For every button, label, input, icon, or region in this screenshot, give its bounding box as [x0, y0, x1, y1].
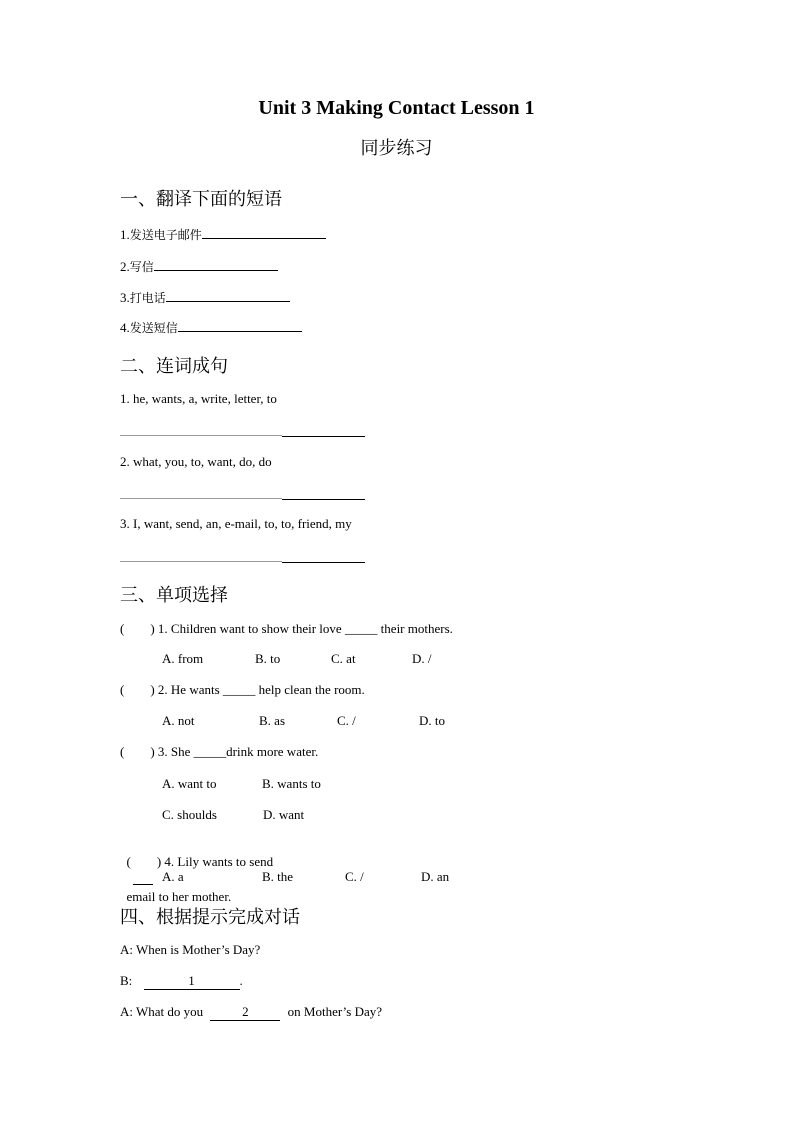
item-number: 1.	[120, 227, 130, 242]
answer-blank[interactable]: 1	[144, 973, 240, 990]
list-item	[120, 224, 326, 243]
option[interactable]: C. /	[345, 869, 364, 884]
item-text: 写信	[129, 260, 154, 274]
option[interactable]: C. /	[337, 713, 356, 728]
dialogue-line: A: When is Mother’s Day?	[120, 942, 261, 957]
answer-blank[interactable]	[166, 287, 290, 302]
option[interactable]: B. to	[255, 651, 281, 666]
list-item: 1. he, wants, a, write, letter, to	[120, 391, 277, 406]
dialogue-line	[120, 973, 243, 990]
question-stem-suffix: email to her mother.	[126, 889, 232, 904]
item-text: 打电话	[129, 291, 166, 305]
dialogue-suffix: on Mother’s Day?	[287, 1004, 383, 1019]
question-stem-prefix: ( ) 4. Lily wants to send	[126, 854, 274, 869]
answer-line[interactable]	[120, 561, 282, 562]
item-text: 发送电子邮件	[129, 228, 202, 242]
list-item	[120, 287, 290, 306]
page-title: Unit 3 Making Contact Lesson 1	[258, 97, 535, 119]
answer-blank[interactable]: 2	[210, 1004, 280, 1021]
answer-line[interactable]	[282, 562, 365, 563]
item-number: 3.	[120, 290, 130, 305]
item-text: 发送短信	[129, 321, 178, 335]
list-item	[120, 256, 278, 275]
question-stem: ( ) 1. Children want to show their love _____ their mothers.	[120, 621, 453, 636]
question-stem: ( ) 2. He wants _____ help clean the room.	[120, 682, 365, 697]
option[interactable]: A. from	[162, 651, 204, 666]
section-4-heading: 四、根据提示完成对话	[120, 907, 300, 928]
option[interactable]: A. a	[162, 869, 184, 884]
list-item	[120, 317, 302, 336]
dialogue-line	[120, 1004, 382, 1021]
answer-line[interactable]	[282, 499, 365, 500]
answer-line[interactable]	[282, 436, 365, 437]
list-item: 3. I, want, send, an, e-mail, to, to, friend, my	[120, 516, 352, 531]
item-number: 4.	[120, 320, 130, 335]
section-2-heading: 二、连词成句	[120, 356, 228, 377]
answer-line[interactable]	[120, 435, 282, 436]
list-item: 2. what, you, to, want, do, do	[120, 454, 272, 469]
dialogue-prefix: A: What do you	[120, 1004, 204, 1019]
option[interactable]: B. wants to	[262, 776, 321, 791]
item-number: 2.	[120, 259, 130, 274]
option[interactable]: A. not	[162, 713, 195, 728]
option[interactable]: B. the	[262, 869, 294, 884]
option[interactable]: A. want to	[162, 776, 217, 791]
option[interactable]: C. at	[331, 651, 356, 666]
question-stem: ( ) 3. She _____drink more water.	[120, 744, 319, 759]
section-3-heading: 三、单项选择	[120, 585, 228, 606]
option[interactable]: B. as	[259, 713, 285, 728]
option[interactable]: D. /	[412, 651, 432, 666]
answer-blank[interactable]	[154, 256, 278, 271]
section-1-heading: 一、翻译下面的短语	[120, 189, 282, 210]
option[interactable]: D. to	[419, 713, 445, 728]
option[interactable]: C. shoulds	[162, 807, 217, 822]
option[interactable]: D. want	[263, 807, 305, 822]
answer-blank[interactable]	[133, 870, 153, 885]
answer-blank[interactable]	[178, 317, 302, 332]
speaker-label: B:	[120, 973, 133, 988]
question-stem	[120, 838, 273, 905]
answer-line[interactable]	[120, 498, 282, 499]
answer-blank[interactable]	[202, 224, 326, 239]
page-subtitle: 同步练习	[360, 138, 433, 159]
punctuation: .	[239, 973, 243, 988]
option[interactable]: D. an	[421, 869, 450, 884]
